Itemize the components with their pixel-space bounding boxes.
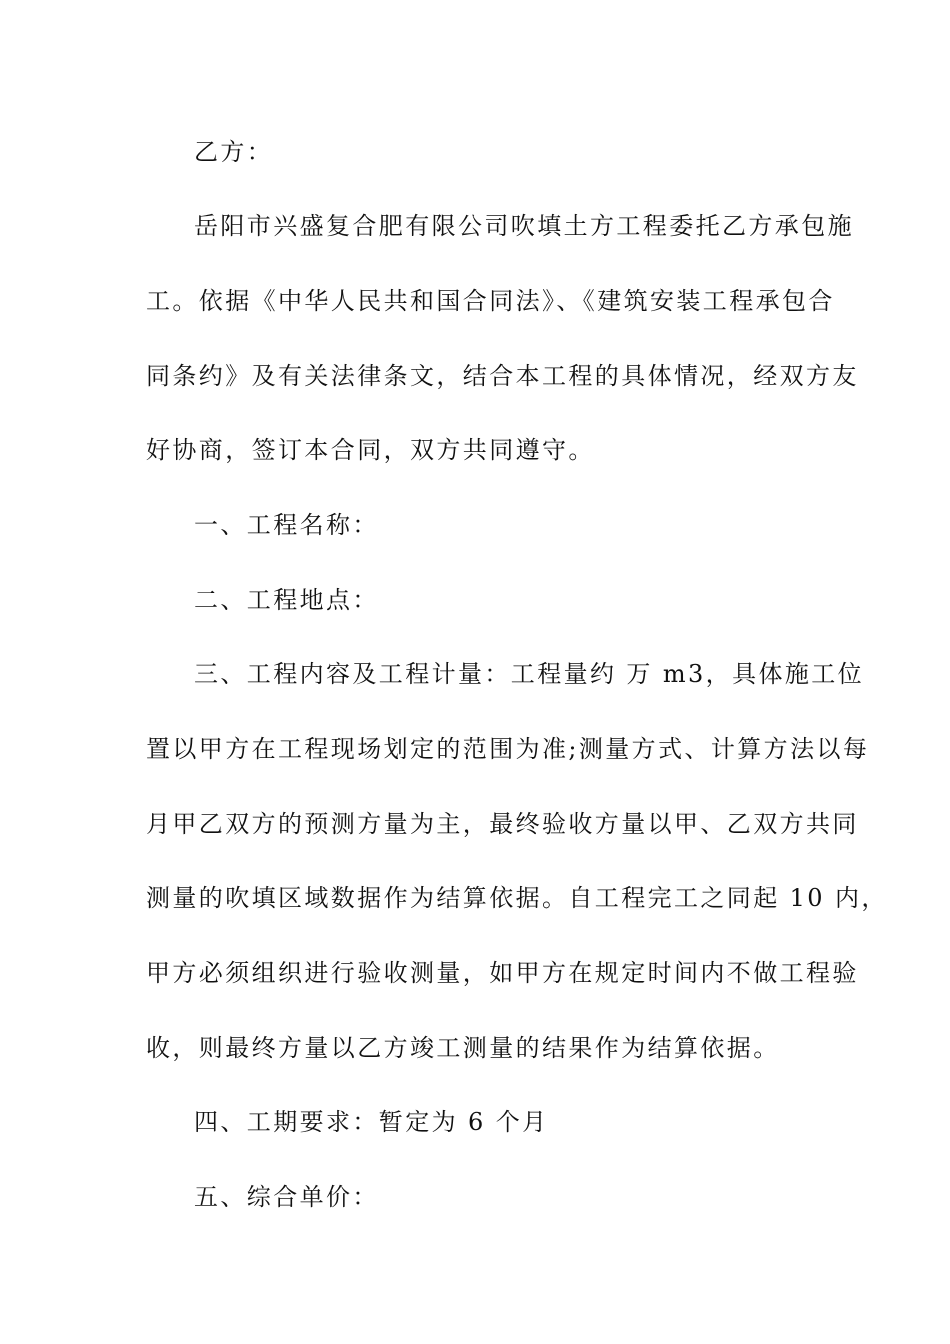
section-scope-line-5: 甲方必须组织进行验收测量，如甲方在规定时间内不做工程验 — [146, 959, 859, 987]
section-schedule: 四、工期要求：暂定为 6 个月 — [194, 1108, 549, 1136]
section-scope-line-3: 月甲乙双方的预测方量为主，最终验收方量以甲、乙双方共同 — [146, 810, 859, 838]
section-scope-line-6: 收，则最终方量以乙方竣工测量的结果作为结算依据。 — [146, 1034, 780, 1062]
intro-paragraph-line-4: 好协商，签订本合同，双方共同遵守。 — [146, 436, 595, 464]
section-scope-line-4: 测量的吹填区域数据作为结算依据。自工程完工之同起 10 内， — [146, 884, 888, 912]
section-scope-line-2: 置以甲方在工程现场划定的范围为准;测量方式、计算方法以每 — [146, 735, 870, 763]
intro-paragraph-line-3: 同条约》及有关法律条文，结合本工程的具体情况，经双方友 — [146, 362, 859, 390]
section-project-location: 二、工程地点： — [194, 586, 379, 614]
intro-paragraph-line-1: 岳阳市兴盛复合肥有限公司吹填土方工程委托乙方承包施 — [194, 212, 854, 240]
section-project-name: 一、工程名称： — [194, 511, 379, 539]
section-scope-line-1: 三、工程内容及工程计量：工程量约 万 m3，具体施工位 — [194, 660, 865, 688]
intro-paragraph-line-2: 工。依据《中华人民共和国合同法》、《建筑安装工程承包合 — [146, 287, 835, 315]
party-b-label: 乙方： — [194, 138, 274, 166]
section-unit-price: 五、综合单价： — [194, 1183, 379, 1211]
